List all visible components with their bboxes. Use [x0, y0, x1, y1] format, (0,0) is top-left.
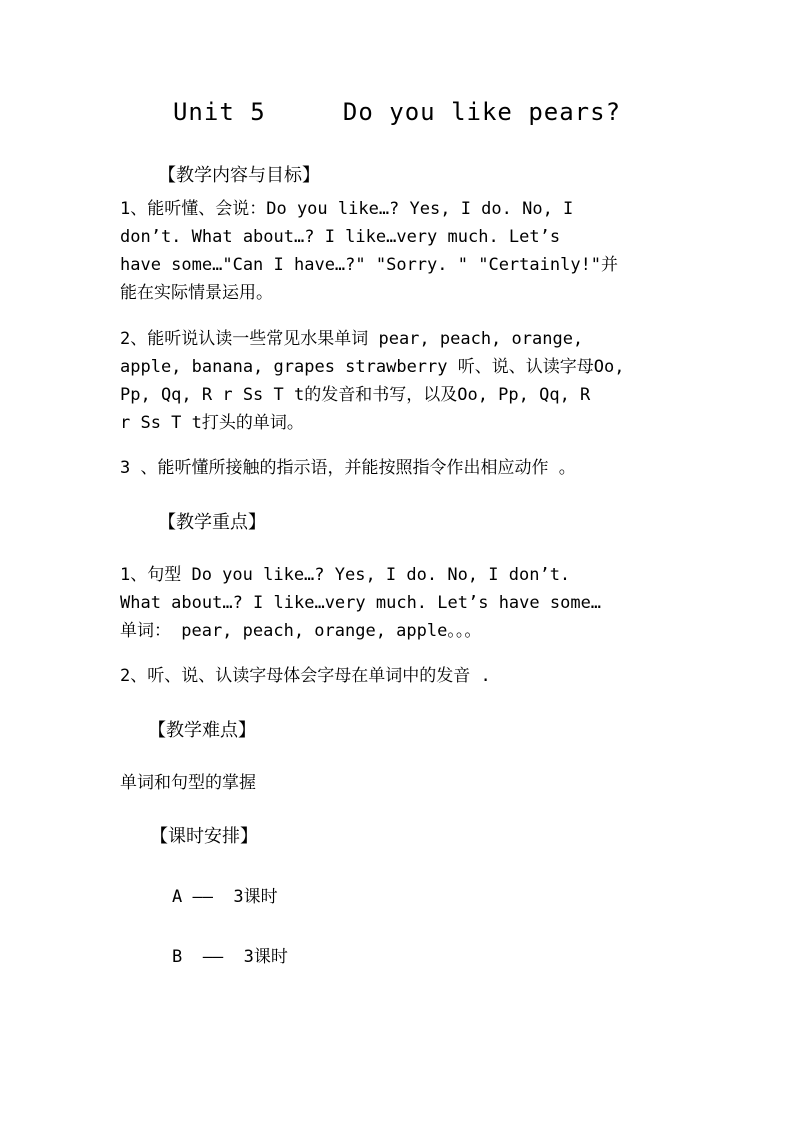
schedule-row-a: A —— 3课时 — [172, 887, 278, 907]
section-heading-content-goals: 【教学内容与目标】 — [158, 165, 320, 186]
text-line: 能在实际情景运用。 — [120, 283, 273, 303]
text-line: don’t. What about…? I like…very much. Let’s — [120, 227, 561, 247]
text-line: apple, banana, grapes strawberry 听、说、认读字母Oo, — [120, 357, 625, 377]
text-line: 单词和句型的掌握 — [120, 773, 256, 793]
goal-paragraph-2 — [120, 325, 680, 437]
text-line: Pp, Qq, R r Ss T t的发音和书写，以及Oo, Pp, Qq, R — [120, 385, 591, 405]
key-point-paragraph-1 — [120, 561, 680, 645]
text-line: 单词： pear, peach, orange, apple。。。 — [120, 621, 482, 641]
text-line: 3 、能听懂所接触的指示语，并能按照指令作出相应动作 。 — [120, 458, 576, 478]
section-heading-key-points: 【教学重点】 — [158, 512, 266, 533]
text-line: 1、句型 Do you like…? Yes, I do. No, I don’t. — [120, 565, 571, 585]
text-line: What about…? I like…very much. Let’s have some… — [120, 593, 602, 613]
text-line: r Ss T t打头的单词。 — [120, 413, 304, 433]
goal-paragraph-3 — [120, 454, 680, 482]
text-line: 2、能听说认读一些常见水果单词 pear, peach, orange, — [120, 329, 584, 349]
key-point-paragraph-2 — [120, 662, 680, 690]
schedule-row-b: B —— 3课时 — [172, 947, 288, 967]
goal-paragraph-1 — [120, 195, 680, 307]
text-line: 2、听、说、认读字母体会字母在单词中的发音 . — [120, 666, 491, 686]
section-heading-difficulties: 【教学难点】 — [148, 720, 256, 741]
section-heading-schedule: 【课时安排】 — [150, 826, 258, 847]
page-title: Unit 5 Do you like pears? — [172, 98, 622, 126]
difficulties-text — [120, 769, 680, 797]
text-line: have some…"Can I have…?" "Sorry. " "Certainly!"并 — [120, 255, 619, 275]
text-line: 1、能听懂、会说：Do you like…? Yes, I do. No, I — [120, 199, 574, 219]
